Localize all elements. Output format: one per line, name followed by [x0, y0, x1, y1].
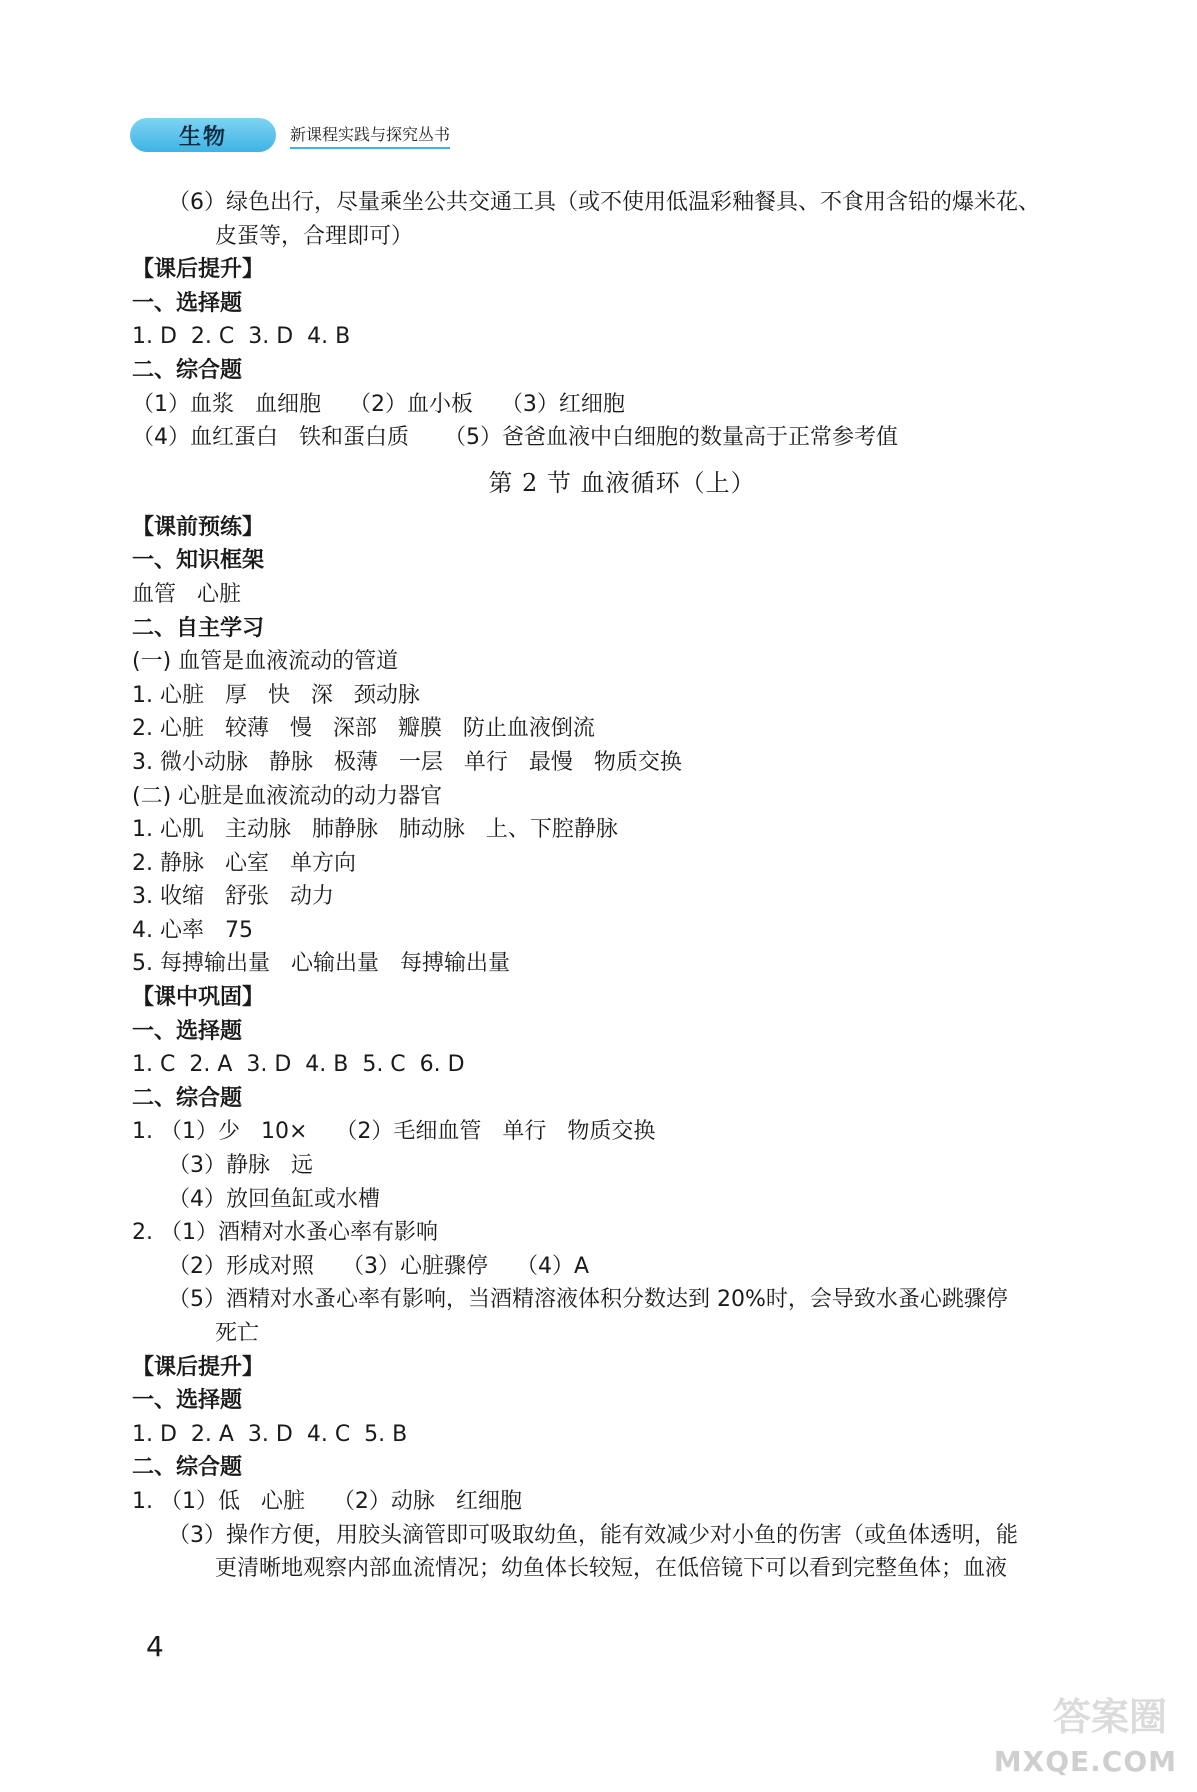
- text-line: 1. （1）低 心脏 （2）动脉 红细胞: [132, 1488, 522, 1514]
- text-line: 皮蛋等，合理即可）: [215, 223, 414, 249]
- watermark: [987, 1686, 1177, 1778]
- text-line: （3）静脉 远: [168, 1153, 313, 1179]
- page-number: 4: [146, 1630, 164, 1663]
- text-line: 更清晰地观察内部血流情况；幼鱼体长较短，在低倍镜下可以看到完整鱼体；血液: [215, 1556, 1008, 1582]
- subject-badge: 生物: [130, 118, 276, 152]
- text-line: 1. D 2. C 3. D 4. B: [132, 324, 351, 350]
- text-line: 一、选择题: [132, 1388, 243, 1414]
- text-line: （3）操作方便，用胶头滴管即可吸取幼鱼，能有效减少对小鱼的伤害（或鱼体透明，能: [168, 1522, 1018, 1548]
- text-line: 二、综合题: [132, 1455, 243, 1481]
- text-line: (二) 心脏是血液流动的动力器官: [132, 783, 443, 809]
- text-line: 2. 静脉 心室 单方向: [132, 850, 356, 876]
- text-line: （4）血红蛋白 铁和蛋白质 （5）爸爸血液中白细胞的数量高于正常参考值: [132, 425, 898, 451]
- text-line: （6）绿色出行，尽量乘坐公共交通工具（或不使用低温彩釉餐具、不食用含铅的爆米花、: [168, 190, 1041, 215]
- text-line: 【课后提升】: [132, 1354, 265, 1380]
- text-line: 血管 心脏: [132, 581, 241, 607]
- text-line: 一、知识框架: [132, 548, 265, 574]
- text-line: (一) 血管是血液流动的管道: [132, 649, 399, 675]
- text-line: 4. 心率 75: [132, 917, 253, 943]
- text-line: 1. D 2. A 3. D 4. C 5. B: [132, 1421, 408, 1447]
- text-line: 二、自主学习: [132, 615, 265, 641]
- section-1-answers: [132, 186, 1112, 455]
- page-header: [130, 118, 450, 152]
- text-line: 二、综合题: [132, 1085, 243, 1111]
- text-line: 2. （1）酒精对水蚤心率有影响: [132, 1220, 438, 1246]
- series-title: 新课程实践与探究丛书: [290, 122, 450, 149]
- section-2-answers: [132, 511, 1112, 1586]
- text-line: 1. （1）少 10× （2）毛细血管 单行 物质交换: [132, 1119, 656, 1145]
- text-line: 1. 心脏 厚 快 深 颈动脉: [132, 682, 420, 708]
- text-line: 1. C 2. A 3. D 4. B 5. C 6. D: [132, 1052, 465, 1078]
- watermark-url: MXQE.COM: [993, 1745, 1177, 1778]
- text-line: 2. 心脏 较薄 慢 深部 瓣膜 防止血液倒流: [132, 716, 595, 742]
- text-line: 3. 微小动脉 静脉 极薄 一层 单行 最慢 物质交换: [132, 749, 682, 775]
- text-line: 【课后提升】: [132, 257, 265, 283]
- text-line: 【课前预练】: [132, 514, 265, 540]
- text-line: （2）形成对照 （3）心脏骤停 （4）A: [168, 1253, 589, 1279]
- text-line: 一、选择题: [132, 290, 243, 316]
- text-line: （5）酒精对水蚤心率有影响，当酒精溶液体积分数达到 20%时，会导致水蚤心跳骤停: [168, 1287, 1008, 1313]
- watermark-logo: 答案圈: [1052, 1695, 1167, 1739]
- text-line: 一、选择题: [132, 1018, 243, 1044]
- text-line: （1）血浆 血细胞 （2）血小板 （3）红细胞: [132, 391, 625, 417]
- text-line: 1. 心肌 主动脉 肺静脉 肺动脉 上、下腔静脉: [132, 817, 618, 843]
- text-line: 死亡: [215, 1321, 260, 1346]
- section-title: 第 2 节 血液循环（上）: [488, 468, 756, 497]
- text-line: 3. 收缩 舒张 动力: [132, 884, 334, 910]
- text-line: 5. 每搏输出量 心输出量 每搏输出量: [132, 951, 510, 977]
- text-line: （4）放回鱼缸或水槽: [168, 1186, 380, 1212]
- answer-content: [132, 186, 1112, 1586]
- text-line: 【课中巩固】: [132, 985, 265, 1011]
- text-line: 二、综合题: [132, 357, 243, 383]
